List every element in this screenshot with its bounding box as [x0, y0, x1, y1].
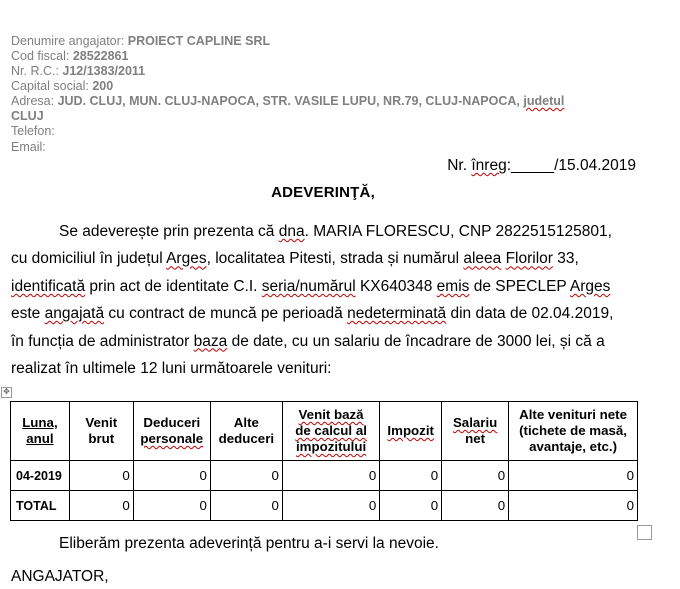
employer-name-line: Denumire angajator: PROIECT CAPLINE SRL: [11, 34, 271, 48]
trade-register-number: J12/1383/2011: [62, 64, 146, 78]
cell-other-income: 0: [509, 461, 638, 491]
table-row: [11, 461, 638, 491]
cell-taxable-base: 0: [282, 461, 379, 491]
text-cursor: [637, 465, 638, 481]
income-table: [10, 401, 638, 521]
resize-handle-icon[interactable]: [637, 525, 652, 540]
address-line: Adresa: JUD. CLUJ, MUN. CLUJ-NAPOCA, STR. VASILE LUPU, NR.79, CLUJ-NAPOCA, judetul: [11, 94, 565, 108]
cell-personal-deductions: 0: [133, 491, 210, 521]
col-header-tax: Impozit: [380, 402, 442, 461]
col-header-taxable-base: Venit bază de calcul al impozitului: [282, 402, 379, 461]
col-header-net-salary: Salariu net: [442, 402, 509, 461]
cell-gross: 0: [69, 461, 133, 491]
body-line-5: în funcția de administrator baza de date, cu un salariu de încadrare de 3000 lei, și că a: [11, 332, 605, 350]
cell-net-salary: 0: [442, 461, 509, 491]
cell-tax: 0: [380, 491, 442, 521]
move-handle-icon[interactable]: ✥: [1, 387, 12, 398]
cell-other-income: 0: [509, 491, 638, 521]
col-header-other-deductions: Alte deduceri: [210, 402, 282, 461]
certificate-body: [11, 218, 637, 382]
closing-statement: Eliberăm prezenta adeverință pentru a-i servi la nevoie.: [59, 535, 439, 552]
body-line-1: Se adeverește prin prezenta că dna. MARIA FLORESCU, CNP 2822515125801,: [59, 223, 612, 240]
table-row: [11, 491, 638, 521]
employer-name: PROIECT CAPLINE SRL: [127, 34, 271, 48]
cell-net-salary: 0: [442, 491, 509, 521]
cell-other-deductions: 0: [210, 461, 282, 491]
share-capital: 200: [92, 79, 114, 93]
address-line-2: CLUJ: [11, 109, 44, 123]
col-header-personal-deductions: Deduceri personale: [133, 402, 210, 461]
body-line-3: identificată prin act de identitate C.I. seria/numărul KX640348 emis de SPECLEP Arges: [11, 277, 611, 295]
body-line-2: cu domiciliul în județul Arges, localitatea Pitesti, strada și numărul aleea Florilor 33,: [11, 250, 579, 268]
registration-number: Nr. înreg:_____/15.04.2019: [447, 157, 636, 174]
document-title: ADEVERINŢĂ,: [271, 184, 375, 201]
trade-register-line: Nr. R.C.: J12/1383/2011: [11, 64, 146, 78]
phone-line: Telefon:: [11, 124, 55, 138]
cell-tax: 0: [380, 461, 442, 491]
row-label: TOTAL: [11, 491, 70, 521]
cell-other-deductions: 0: [210, 491, 282, 521]
table-header-row: [11, 402, 638, 461]
body-line-4: este angajată cu contract de muncă pe perioadă nedeterminată din data de 02.04.2019,: [11, 305, 614, 323]
share-capital-line: Capital social: 200: [11, 79, 114, 93]
row-label: 04-2019: [11, 461, 70, 491]
cell-gross: 0: [69, 491, 133, 521]
col-header-month: Luna, anul: [11, 402, 70, 461]
email-line: Email:: [11, 140, 46, 154]
cell-taxable-base: 0: [282, 491, 379, 521]
body-line-6: realizat în ultimele 12 luni următoarele venituri:: [11, 360, 332, 378]
employer-signature-label: ANGAJATOR,: [11, 568, 109, 585]
cell-personal-deductions: 0: [133, 461, 210, 491]
fiscal-code-line: Cod fiscal: 28522861: [11, 49, 129, 63]
fiscal-code: 28522861: [72, 49, 129, 63]
col-header-other-income: Alte venituri nete (tichete de masă, avantaje, etc.): [509, 402, 638, 461]
col-header-gross: Venit brut: [69, 402, 133, 461]
